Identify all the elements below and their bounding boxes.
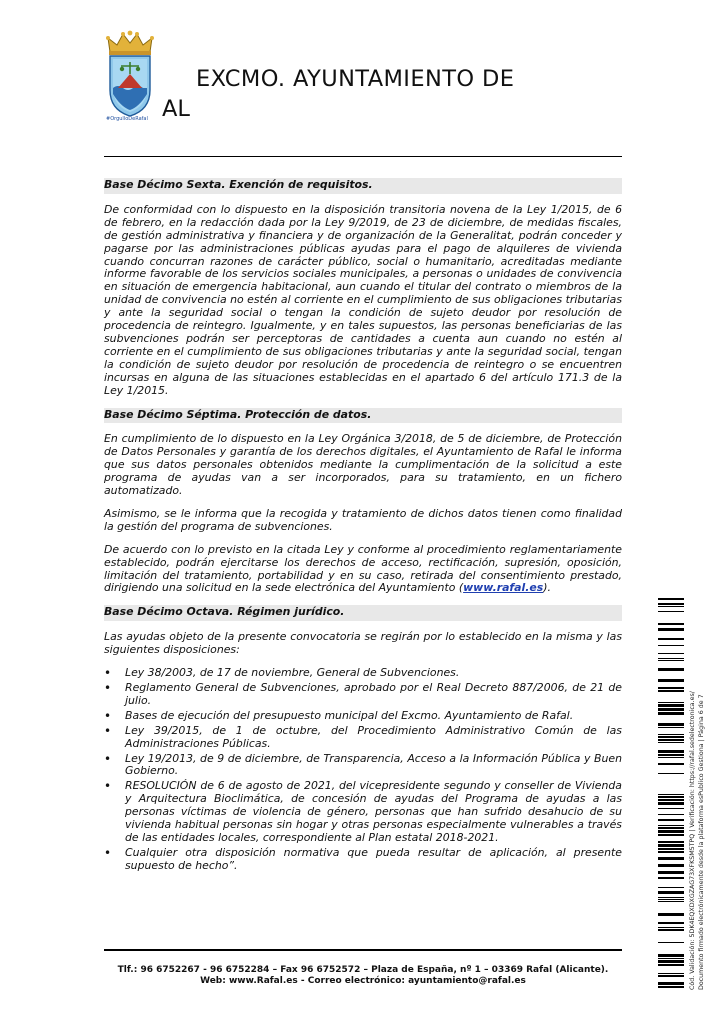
verification-code-line: Cód. Validación: 5DK4EQXDXGZAG73XFKSM5TPQ | Verificación: https://rafal.sedelectronica.es/ — [689, 691, 696, 990]
barcode-bar — [658, 973, 684, 974]
barcode-bar — [658, 802, 684, 805]
barcode-bar — [658, 871, 684, 874]
header-title-overflow: AL — [162, 96, 190, 122]
barcode-bar — [658, 827, 684, 829]
dispositions-list — [104, 667, 622, 873]
barcode-bar — [658, 598, 684, 600]
barcode-bar — [658, 851, 684, 853]
barcode-bar — [658, 958, 684, 959]
barcode-bar — [658, 857, 684, 860]
list-item: • RESOLUCIÓN de 6 de agosto de 2021, del vicepresidente segundo y conseller de Vivienda y Arquitectura Bioclimática, de concesión de ayudas del Programa de ayudas a las personas víctimas de violencia de género, personas que han sufrido desahucio de su vivienda habitual personas sin hogar y otras personas especialmente vulnerables a través de las entidades locales, correspondiente al Plan estatal 2018-2021. — [125, 780, 622, 845]
barcode-bar — [658, 679, 684, 682]
barcode-bar — [658, 702, 684, 703]
barcode-bar — [658, 645, 684, 646]
barcode-bar — [658, 834, 684, 836]
barcode-bar — [658, 739, 684, 741]
list-item: • Reglamento General de Subvenciones, aprobado por el Real Decreto 887/2006, de 21 de julio. — [125, 682, 622, 708]
barcode-bar — [658, 891, 684, 894]
list-item: • Ley 38/2003, de 17 de noviembre, General de Subvenciones. — [125, 667, 622, 680]
header-divider — [104, 156, 622, 157]
barcode-bar — [658, 954, 684, 957]
paragraph: Asimismo, se le informa que la recogida y tratamiento de dichos datos tienen como finalidad la gestión del programa de subvenciones. — [104, 506, 622, 533]
barcode-bar — [658, 960, 684, 963]
paragraph: De conformidad con lo dispuesto en la disposición transitoria novena de la Ley 1/2015, de 6 de febrero, en la redacción dada por la Ley 9/2019, de 23 de diciembre, de medidas fiscales, de gestión administrativa y financiera y de organización de la Generalitat, podrán conceder y pagarse por las administraciones públicas ayudas para el pago de alquileres de vivienda cuando concurran razones de carácter público, social o humanitario, acreditadas mediante informe favorable de los servicios sociales municipales, a personas o unidades de convivencia en situación de emergencia habitacional, aun cuando el titular del contrato o miembros de la unidad de convivencia no estén al corriente en el cumplimiento de sus obligaciones tributarias y ante la seguridad social o tengan la condición de sujeto deudor por resolución de procedencia de reintegro. Igualmente, y en tales supuestos, las personas beneficiarias de las subvenciones podrán ser perceptoras de cantidades a cuenta aun cuando no estén al corriente en el cumplimiento de sus obligaciones tributarias y ante la seguridad social, tengan la condición de sujeto deudor por resolución de procedencia de reintegro o se encuentren incursas en alguna de las situaciones establecidas en el apartado 6 del artículo 171.3 de la Ley 1/2015. — [104, 202, 622, 397]
barcode-bar — [658, 687, 684, 689]
barcode-bar — [658, 723, 684, 726]
paragraph: Las ayudas objeto de la presente convocatoria se regirán por lo establecido en la misma y las siguientes disposiciones: — [104, 630, 622, 657]
barcode-bar — [658, 754, 684, 756]
barcode-bar — [658, 899, 684, 900]
barcode-bar — [658, 742, 684, 743]
barcode-bar — [658, 922, 684, 924]
barcode-bar — [658, 704, 684, 707]
barcode-bar — [658, 808, 684, 809]
list-item: • Cualquier otra disposición normativa que pueda resultar de aplicación, al presente supuesto de hecho”. — [125, 847, 622, 873]
crest-caption: #OrgulloDeRafal — [106, 116, 148, 122]
barcode-bar — [658, 848, 684, 850]
barcode-bar — [658, 736, 684, 738]
barcode-bar — [658, 603, 684, 605]
barcode-bar — [658, 864, 684, 867]
barcode-bar — [658, 773, 684, 774]
barcode-bar — [658, 668, 684, 671]
document-body — [104, 178, 622, 875]
barcode-bar — [658, 844, 684, 847]
barcode-bar — [658, 794, 684, 795]
barcode-bar — [658, 841, 684, 843]
barcode-bar — [658, 825, 684, 826]
barcode-bar — [658, 901, 684, 902]
barcode-bar — [658, 727, 684, 728]
barcode-bar — [658, 927, 684, 928]
barcode-image — [658, 598, 684, 988]
footer-contact-line: Tlf.: 96 6752267 - 96 6752284 – Fax 96 6752572 – Plaza de España, nº 1 – 03369 Rafal (Alicante). — [117, 965, 609, 975]
barcode-bar — [658, 606, 684, 607]
footer-divider — [104, 949, 622, 951]
list-item: • Ley 19/2013, de 9 de diciembre, de Transparencia, Acceso a la Información Pública y Buen Gobierno. — [125, 753, 622, 779]
section-heading: Base Décimo Octava. Régimen jurídico. — [104, 605, 622, 621]
barcode-bar — [658, 638, 684, 640]
paragraph-text: De acuerdo con lo previsto en la citada Ley y conforme al procedimiento reglamentariamente establecido, podrán ejercitarse los derechos de acceso, rectificación, supresión, oposición, limitación del tratamiento, portabilidad y en su caso, retirada del consentimiento prestado, dirigiendo una solicitud en la sede electrónica del Ayuntamiento ( — [104, 542, 622, 595]
header-title: EXCMO. AYUNTAMIENTO DE — [196, 66, 515, 92]
barcode-bar — [658, 734, 684, 735]
barcode-bar — [658, 799, 684, 801]
barcode-bar — [658, 796, 684, 798]
barcode-bar — [658, 942, 684, 943]
paragraph-with-link — [104, 544, 622, 596]
barcode-bar — [658, 757, 684, 758]
barcode-bar — [658, 964, 684, 966]
barcode-bar — [658, 877, 684, 879]
barcode-bar — [658, 623, 684, 625]
barcode-bar — [658, 690, 684, 692]
barcode-bar — [658, 628, 684, 631]
signature-info-line: Documento firmado electrónicamente desde la plataforma esPublico Gestiona | Página 6 de 7 — [698, 694, 705, 990]
footer — [104, 965, 622, 987]
barcode-bar — [658, 653, 684, 654]
section-heading: Base Décimo Séptima. Protección de datos. — [104, 408, 622, 424]
barcode-bar — [658, 712, 684, 715]
barcode-bar — [658, 819, 684, 821]
barcode-bar — [658, 975, 684, 977]
barcode-bar — [658, 658, 684, 659]
barcode-bar — [658, 830, 684, 833]
paragraph-text: ). — [543, 581, 551, 595]
barcode-bar — [658, 750, 684, 753]
barcode-bar — [658, 660, 684, 661]
footer-web-line: Web: www.Rafal.es - Correo electrónico: ayuntamiento@rafal.es — [200, 976, 526, 986]
barcode-bar — [658, 611, 684, 612]
barcode-bar — [658, 887, 684, 888]
list-item: • Ley 39/2015, de 1 de octubre, del Procedimiento Administrativo Común de las Administraciones Públicas. — [125, 725, 622, 751]
list-item: • Bases de ejecución del presupuesto municipal del Excmo. Ayuntamiento de Rafal. — [125, 710, 622, 723]
website-link[interactable]: www.rafal.es — [463, 581, 544, 595]
barcode-bar — [658, 897, 684, 898]
barcode-bar — [658, 708, 684, 711]
verification-text — [688, 691, 706, 990]
municipal-crest-logo — [104, 30, 156, 122]
paragraph: En cumplimiento de lo dispuesto en la Ley Orgánica 3/2018, de 5 de diciembre, de Protección de Datos Personales y garantía de los derechos digitales, el Ayuntamiento de Rafal le informa que sus datos personales obtenidos mediante la cumplimentación de la solicitud a este programa de ayudas van a ser incorporados, para su tratamiento, en un fichero automatizado. — [104, 432, 622, 498]
barcode-bar — [658, 929, 684, 931]
barcode-bar — [658, 763, 684, 765]
section-heading: Base Décimo Sexta. Exención de requisitos. — [104, 178, 622, 194]
barcode-bar — [658, 986, 684, 988]
barcode-bar — [658, 814, 684, 815]
barcode-bar — [658, 982, 684, 985]
barcode-bar — [658, 913, 684, 916]
